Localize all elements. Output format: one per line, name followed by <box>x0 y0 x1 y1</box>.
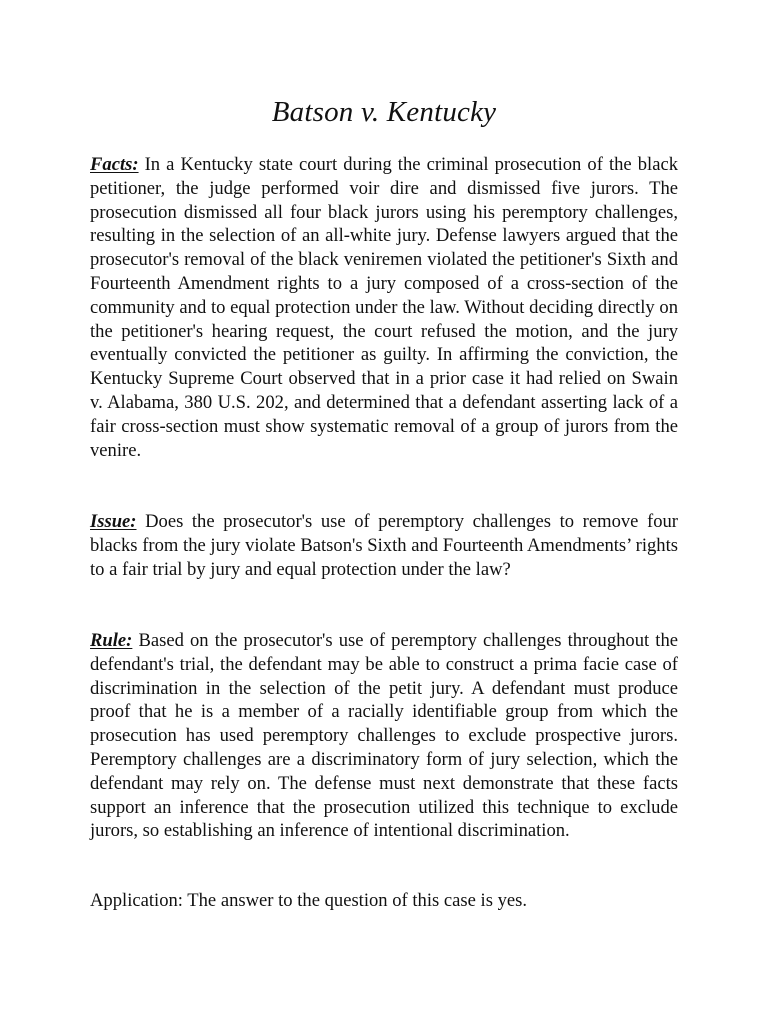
rule-label: Rule: <box>90 630 133 651</box>
facts-text: In a Kentucky state court during the criminal prosecution of the black petitioner, the judge performed voir dire and dismissed five jurors. The prosecution dismissed all four black jurors using his peremptory challenges, resulting in the selection of an all-white jury. Defense lawyers argued that the prosecutor's removal of the black veniremen violated the petitioner's Sixth and Fourteenth Amendment rights to a jury composed of a cross-section of the community and to equal protection under the law. Without deciding directly on the petitioner's hearing request, the court refused the motion, and the jury eventually convicted the petitioner as guilty. In affirming the conviction, the Kentucky Supreme Court observed that in a prior case it had relied on Swain v. Alabama, 380 U.S. 202, and determined that a defendant asserting lack of a fair cross-section must show systematic removal of a group of jurors from the venire. <box>90 154 678 461</box>
rule-text: Based on the prosecutor's use of peremptory challenges throughout the defendant's trial, the defendant may be able to construct a prima facie case of discrimination in the selection of the petit jury. A defendant must produce proof that he is a member of a racially identifiable group from which the prosecution has used peremptory challenges to exclude prospective jurors. Peremptory challenges are a discriminatory form of jury selection, which the defendant may rely on. The defense must next demonstrate that these facts support an inference that the prosecution utilized this technique to exclude jurors, so establishing an inference of intentional discrimination. <box>90 630 678 842</box>
rule-paragraph <box>90 629 678 843</box>
document-title: Batson v. Kentucky <box>271 96 497 128</box>
facts-label: Facts: <box>90 154 139 175</box>
issue-text: Does the prosecutor's use of peremptory challenges to remove four blacks from the jury violate Batson's Sixth and Fourteenth Amendments’ rights to a fair trial by jury and equal protection under the law? <box>90 511 678 580</box>
application-text: Application: The answer to the question of this case is yes. <box>90 890 528 911</box>
issue-label: Issue: <box>90 511 137 532</box>
issue-paragraph <box>90 510 678 581</box>
application-paragraph <box>90 889 678 913</box>
facts-paragraph <box>90 153 678 462</box>
